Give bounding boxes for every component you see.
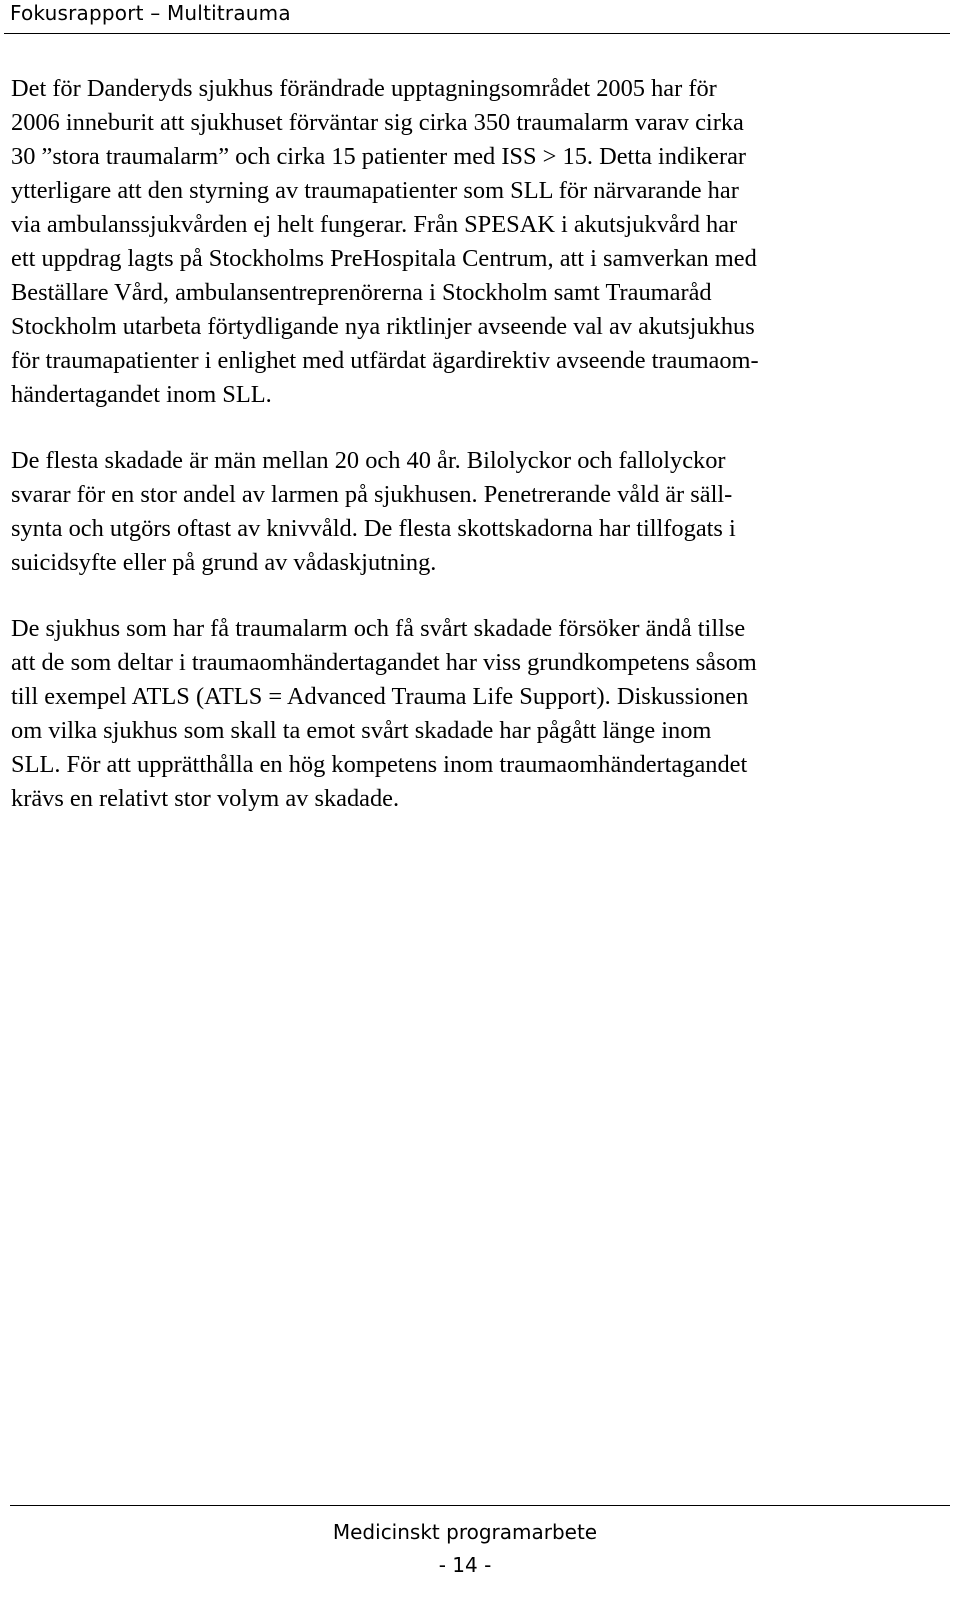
text-line: ett uppdrag lagts på Stockholms PreHospitala Centrum, att i samverkan med (11, 245, 757, 272)
header-divider (4, 33, 950, 34)
text-line: att de som deltar i traumaomhändertagandet har viss grundkompetens såsom (11, 649, 757, 676)
text-line: 2006 inneburit att sjukhuset förväntar sig cirka 350 traumalarm varav cirka (11, 109, 744, 136)
text-line: krävs en relativt stor volym av skadade. (11, 785, 400, 812)
paragraph-skadade (11, 444, 949, 580)
text-line: till exempel ATLS (ATLS = Advanced Trauma Life Support). Diskussionen (11, 683, 749, 710)
text-line: svarar för en stor andel av larmen på sjukhusen. Penetrerande våld är säll- (11, 481, 733, 508)
text-line: ytterligare att den styrning av traumapatienter som SLL för närvarande har (11, 177, 739, 204)
footer-label: Medicinskt programarbete (332, 1520, 598, 1544)
paragraph-upptagningsomrade (11, 72, 949, 412)
document-body (11, 72, 949, 848)
text-line: suicidsyfte eller på grund av vådaskjutning. (11, 549, 437, 576)
running-header-title: Fokusrapport – Multitrauma (10, 1, 291, 25)
page-footer (0, 1505, 960, 1618)
page-number: - 14 - (438, 1553, 492, 1577)
footer-divider (10, 1505, 950, 1506)
text-line: Beställare Vård, ambulansentreprenörerna i Stockholm samt Traumaråd (11, 279, 712, 306)
text-line: om vilka sjukhus som skall ta emot svårt skadade har pågått länge inom (11, 717, 712, 744)
text-line: 30 ”stora traumalarm” och cirka 15 patienter med ISS > 15. Detta indikerar (11, 143, 747, 170)
text-line: via ambulanssjukvården ej helt fungerar. Från SPESAK i akutsjukvård har (11, 211, 738, 238)
text-line: för traumapatienter i enlighet med utfärdat ägardirektiv avseende traumaom- (11, 347, 759, 374)
page-header (0, 0, 960, 34)
text-line: Stockholm utarbeta förtydligande nya riktlinjer avseende val av akutsjukhus (11, 313, 755, 340)
text-line: händertagandet inom SLL. (11, 381, 272, 408)
text-line: SLL. För att upprätthålla en hög kompetens inom traumaomhändertagandet (11, 751, 748, 778)
text-line: synta och utgörs oftast av knivvåld. De flesta skottskadorna har tillfogats i (11, 515, 736, 542)
text-line: De flesta skadade är män mellan 20 och 40 år. Bilolyckor och fallolyckor (11, 447, 726, 474)
text-line: Det för Danderyds sjukhus förändrade upptagningsområdet 2005 har för (11, 75, 717, 102)
paragraph-kompetens (11, 612, 949, 816)
text-line: De sjukhus som har få traumalarm och få svårt skadade försöker ändå tillse (11, 615, 746, 642)
